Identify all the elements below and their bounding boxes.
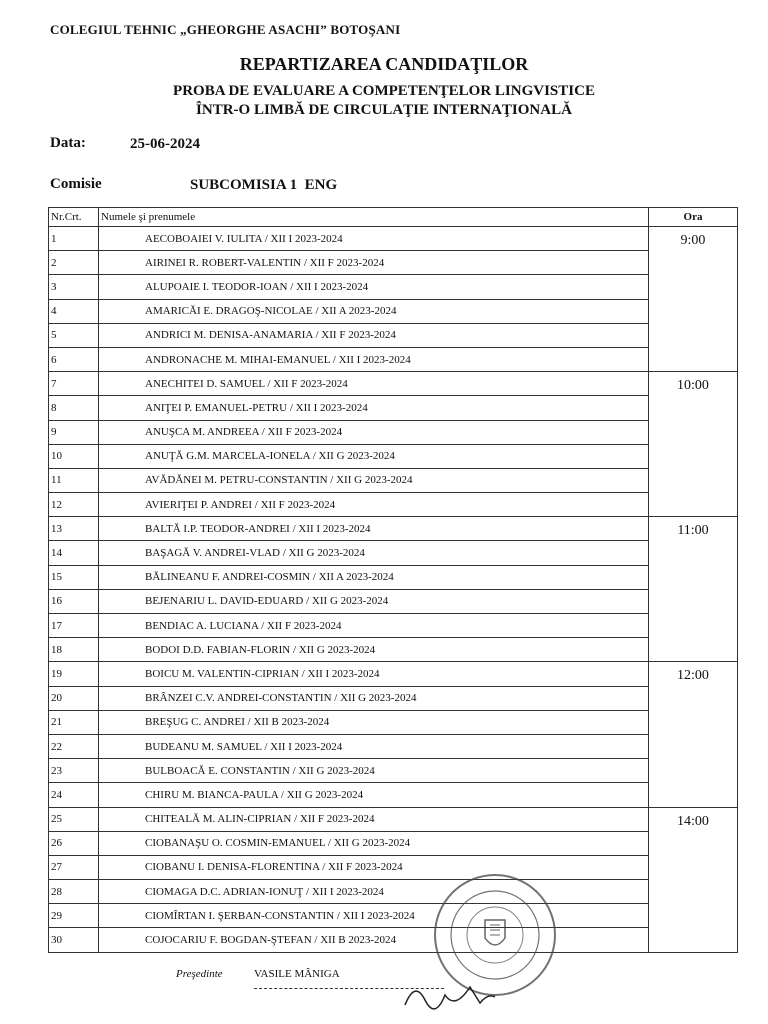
table-row (49, 904, 738, 928)
candidate-name: BUDEANU M. SAMUEL / XII I 2023-2024 (99, 734, 649, 758)
row-number: 28 (49, 880, 99, 904)
commission-label: Comisie (50, 176, 102, 192)
row-number: 17 (49, 614, 99, 638)
candidate-name: BODOI D.D. FABIAN-FLORIN / XII G 2023-2024 (99, 638, 649, 662)
table-row (49, 420, 738, 444)
table-row (49, 831, 738, 855)
table-row (49, 589, 738, 613)
candidate-name: ALUPOAIE I. TEODOR-IOAN / XII I 2023-2024 (99, 275, 649, 299)
school-name: COLEGIUL TEHNIC „GHEORGHE ASACHI” BOTOŞANI (50, 22, 401, 37)
row-number: 8 (49, 396, 99, 420)
table-body (49, 227, 738, 953)
table-row (49, 299, 738, 323)
president-label: Preşedinte (176, 968, 223, 980)
candidate-name: BEJENARIU L. DAVID-EDUARD / XII G 2023-2024 (99, 589, 649, 613)
table-row (49, 565, 738, 589)
candidate-name: BĂLINEANU F. ANDREI-COSMIN / XII A 2023-2024 (99, 565, 649, 589)
row-number: 22 (49, 734, 99, 758)
row-number: 1 (49, 227, 99, 251)
row-number: 4 (49, 299, 99, 323)
time-slot: 9:00 (649, 227, 738, 372)
table-row (49, 807, 738, 831)
row-number: 15 (49, 565, 99, 589)
row-number: 18 (49, 638, 99, 662)
candidate-name: CIOMÎRTAN I. ŞERBAN-CONSTANTIN / XII I 2023-2024 (99, 904, 649, 928)
table-row (49, 614, 738, 638)
table-row (49, 444, 738, 468)
candidate-name: CHITEALĂ M. ALIN-CIPRIAN / XII F 2023-2024 (99, 807, 649, 831)
row-number: 30 (49, 928, 99, 952)
row-number: 7 (49, 372, 99, 396)
row-number: 19 (49, 662, 99, 686)
time-slot: 11:00 (649, 517, 738, 662)
candidate-name: AMARICĂI E. DRAGOŞ-NICOLAE / XII A 2023-2024 (99, 299, 649, 323)
row-number: 29 (49, 904, 99, 928)
row-number: 20 (49, 686, 99, 710)
table-row (49, 347, 738, 371)
table-row (49, 275, 738, 299)
table-row (49, 227, 738, 251)
candidate-name: AECOBOAIEI V. IULITA / XII I 2023-2024 (99, 227, 649, 251)
table-row (49, 493, 738, 517)
signature-scribble (400, 975, 500, 1015)
table-row (49, 541, 738, 565)
row-number: 13 (49, 517, 99, 541)
candidate-name: ANDRONACHE M. MIHAI-EMANUEL / XII I 2023-2024 (99, 347, 649, 371)
document-subtitle-2: ÎNTR-O LIMBĂ DE CIRCULAŢIE INTERNAŢIONALĂ (196, 102, 572, 118)
document-title: REPARTIZAREA CANDIDAŢILOR (239, 54, 529, 74)
commission-value: SUBCOMISIA 1 ENG (190, 177, 338, 193)
table-header-row (49, 208, 738, 227)
table-row (49, 710, 738, 734)
row-number: 25 (49, 807, 99, 831)
column-header-nr: Nr.Crt. (49, 208, 99, 227)
candidate-name: CIOBANAŞU O. COSMIN-EMANUEL / XII G 2023-2024 (99, 831, 649, 855)
row-number: 24 (49, 783, 99, 807)
table-row (49, 468, 738, 492)
table-row (49, 372, 738, 396)
candidate-name: ANDRICI M. DENISA-ANAMARIA / XII F 2023-2024 (99, 323, 649, 347)
row-number: 16 (49, 589, 99, 613)
candidate-name: CHIRU M. BIANCA-PAULA / XII G 2023-2024 (99, 783, 649, 807)
row-number: 26 (49, 831, 99, 855)
time-slot: 10:00 (649, 372, 738, 517)
candidate-name: COJOCARIU F. BOGDAN-ŞTEFAN / XII B 2023-2024 (99, 928, 649, 952)
table-row (49, 686, 738, 710)
time-slot: 14:00 (649, 807, 738, 952)
row-number: 9 (49, 420, 99, 444)
time-slot: 12:00 (649, 662, 738, 807)
row-number: 27 (49, 855, 99, 879)
candidate-name: BREŞUG C. ANDREI / XII B 2023-2024 (99, 710, 649, 734)
table-row (49, 638, 738, 662)
candidate-name: AIRINEI R. ROBERT-VALENTIN / XII F 2023-2024 (99, 251, 649, 275)
candidate-name: ANUŞCA M. ANDREEA / XII F 2023-2024 (99, 420, 649, 444)
candidate-name: AVIERIŢEI P. ANDREI / XII F 2023-2024 (99, 493, 649, 517)
row-number: 5 (49, 323, 99, 347)
document-subtitle-1: PROBA DE EVALUARE A COMPETENŢELOR LINGVISTICE (173, 83, 595, 99)
row-number: 23 (49, 759, 99, 783)
row-number: 2 (49, 251, 99, 275)
table-row (49, 928, 738, 952)
table-row (49, 517, 738, 541)
row-number: 21 (49, 710, 99, 734)
president-name: VASILE MÂNIGA (254, 968, 340, 980)
candidate-name: BAŞAGĂ V. ANDREI-VLAD / XII G 2023-2024 (99, 541, 649, 565)
table-row (49, 759, 738, 783)
row-number: 11 (49, 468, 99, 492)
candidates-table (48, 207, 738, 953)
candidate-name: BOICU M. VALENTIN-CIPRIAN / XII I 2023-2024 (99, 662, 649, 686)
candidate-name: BULBOACĂ E. CONSTANTIN / XII G 2023-2024 (99, 759, 649, 783)
candidate-name: BRÂNZEI C.V. ANDREI-CONSTANTIN / XII G 2023-2024 (99, 686, 649, 710)
table-row (49, 396, 738, 420)
row-number: 10 (49, 444, 99, 468)
column-header-name: Numele şi prenumele (99, 208, 649, 227)
table-row (49, 880, 738, 904)
candidate-name: ANECHITEI D. SAMUEL / XII F 2023-2024 (99, 372, 649, 396)
candidate-name: ANIŢEI P. EMANUEL-PETRU / XII I 2023-2024 (99, 396, 649, 420)
table-row (49, 855, 738, 879)
row-number: 3 (49, 275, 99, 299)
candidate-name: ANUŢĂ G.M. MARCELA-IONELA / XII G 2023-2024 (99, 444, 649, 468)
row-number: 12 (49, 493, 99, 517)
candidate-name: CIOMAGA D.C. ADRIAN-IONUŢ / XII I 2023-2024 (99, 880, 649, 904)
candidate-name: BENDIAC A. LUCIANA / XII F 2023-2024 (99, 614, 649, 638)
table-row (49, 662, 738, 686)
date-value: 25-06-2024 (130, 136, 200, 152)
row-number: 14 (49, 541, 99, 565)
date-label: Data: (50, 135, 86, 151)
row-number: 6 (49, 347, 99, 371)
table-row (49, 251, 738, 275)
candidate-name: AVĂDĂNEI M. PETRU-CONSTANTIN / XII G 2023-2024 (99, 468, 649, 492)
candidate-name: CIOBANU I. DENISA-FLORENTINA / XII F 2023-2024 (99, 855, 649, 879)
table-row (49, 734, 738, 758)
column-header-time: Ora (649, 208, 738, 227)
candidate-name: BALTĂ I.P. TEODOR-ANDREI / XII I 2023-2024 (99, 517, 649, 541)
table-row (49, 323, 738, 347)
table-row (49, 783, 738, 807)
